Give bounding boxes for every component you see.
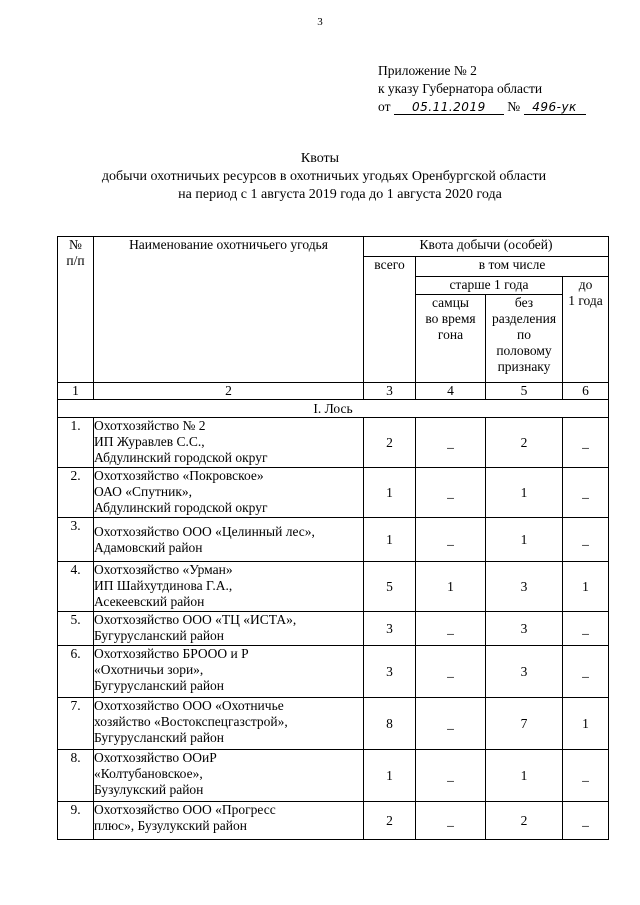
section-moose: I. Лось [58,400,609,418]
col-number-2: 2 [94,383,364,400]
table-row: 3. Охотхозяйство ООО «Целинный лес», Адамовский район 1 _ 1 _ [58,518,609,562]
title-line-2: добычи охотничьих ресурсов в охотничьих угодьях Оренбургской области [101,169,547,184]
table-row: 1. Охотхозяйство № 2 ИП Журавлев С.С., Абдулинский городской округ 2 _ 2 _ [58,418,609,468]
appendix-subtitle: к указу Губернатора области [378,81,543,96]
header-number: № п/п [58,237,94,383]
col-number-6: 6 [563,383,609,400]
table-row: 2. Охотхозяйство «Покровское» ОАО «Спутник», Абдулинский городской округ 1 _ 1 _ [58,468,609,518]
page-number: 3 [317,16,323,28]
document-title [0,150,640,204]
title-line-3: на период с 1 августа 2019 года до 1 августа 2020 года [178,187,502,202]
col-number-1: 1 [58,383,94,400]
table-row: 9. Охотхозяйство ООО «Прогресс плюс», Бузулукский район 2 _ 2 _ [58,802,609,840]
appendix-block [378,62,586,116]
column-number-row [58,383,609,400]
col-number-4: 4 [416,383,486,400]
hunting-ground-name: Охотхозяйство ООО «ТЦ «ИСТА», Бугурусланский район [94,612,364,646]
table-row: 7. Охотхозяйство ООО «Охотничье хозяйство «Востокспецгазстрой», Бугурусланский район 8 _ 7 1 [58,698,609,750]
hunting-ground-name: Охотхозяйство «Покровское» ОАО «Спутник», Абдулинский городской округ [94,468,364,518]
appendix-title: Приложение № 2 [378,63,477,78]
table-row: 5. Охотхозяйство ООО «ТЦ «ИСТА», Бугурусланский район 3 _ 3 _ [58,612,609,646]
header-older-than-year: старше 1 года [416,277,563,295]
header-under-year: до 1 года [563,277,609,383]
header-no-sex-division: без разделения по половому признаку [486,295,563,383]
hunting-ground-name: Охотхозяйство № 2 ИП Журавлев С.С., Абдулинский городской округ [94,418,364,468]
decree-date: 05.11.2019 [394,100,504,115]
hunting-ground-name: Охотхозяйство ООО «Прогресс плюс», Бузулукский район [94,802,364,840]
hunting-ground-name: Охотхозяйство «Урман» ИП Шайхутдинова Г.А., Асекеевский район [94,562,364,612]
hunting-ground-name: Охотхозяйство ООО «Целинный лес», Адамовский район [94,518,364,562]
hunting-ground-name: Охотхозяйство БРООО и Р «Охотничьи зори», Бугурусланский район [94,646,364,698]
header-males-rut: самцы во время гона [416,295,486,383]
header-total: всего [364,257,416,383]
table-row: 4. Охотхозяйство «Урман» ИП Шайхутдинова Г.А., Асекеевский район 5 1 3 1 [58,562,609,612]
hunting-ground-name: Охотхозяйство ООО «Охотничье хозяйство «Востокспецгазстрой», Бугурусланский район [94,698,364,750]
header-including: в том числе [416,257,609,277]
header-hunting-ground: Наименование охотничьего угодья [94,237,364,383]
table-row: 8. Охотхозяйство ООиР «Колтубановское», Бузулукский район 1 _ 1 _ [58,750,609,802]
header-quota: Квота добычи (особей) [364,237,609,257]
appendix-date-line [378,98,586,116]
from-label: от [378,99,391,114]
title-line-1: Квоты [300,151,340,166]
number-label: № [507,99,521,114]
decree-number: 496-ук [524,100,586,115]
quota-table [57,236,609,840]
table-row: 6. Охотхозяйство БРООО и Р «Охотничьи зори», Бугурусланский район 3 _ 3 _ [58,646,609,698]
hunting-ground-name: Охотхозяйство ООиР «Колтубановское», Бузулукский район [94,750,364,802]
col-number-3: 3 [364,383,416,400]
col-number-5: 5 [486,383,563,400]
